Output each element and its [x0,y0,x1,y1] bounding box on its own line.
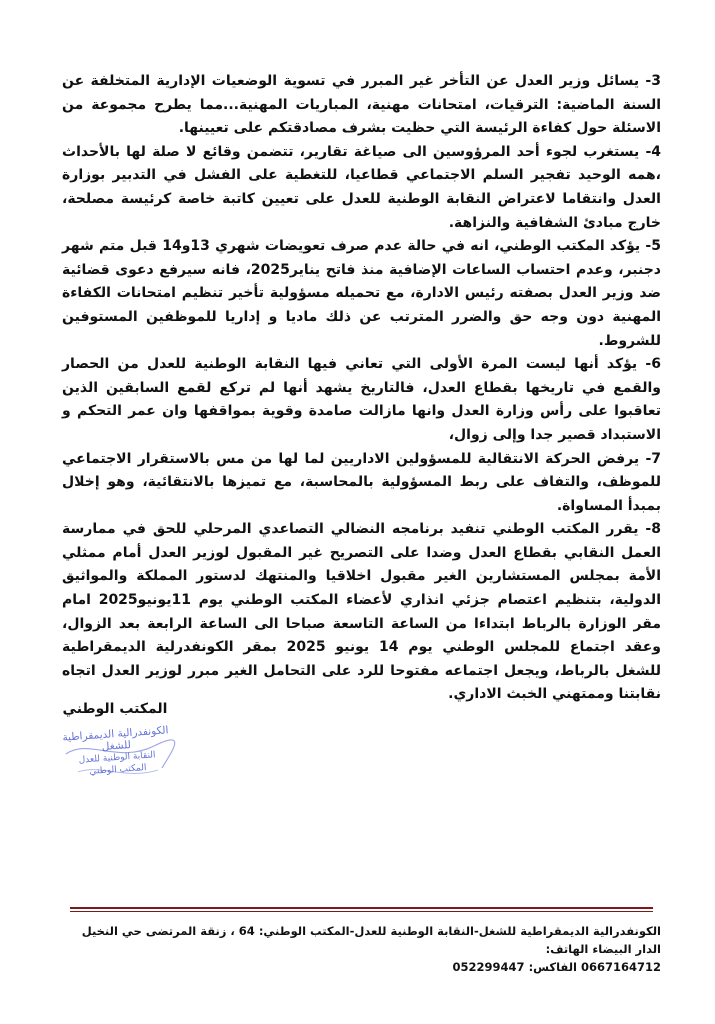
signature-title: المكتب الوطني [62,701,168,717]
footer-address [60,922,661,976]
document-body [62,70,661,707]
paragraph-item-7: 7- يرفض الحركة الانتقالية للمسؤولين الاداريين لما لها من مس بالاستقرار الاجتماعي للموظف، والتفاف على ربط المسؤولية بالمحاسبة، مع تميزها بالانتقائية، وهو إخلال بمبدأ المساواة. [62,450,661,514]
paragraph-item-3: 3- يسائل وزير العدل عن التأخر غير المبرر في تسوية الوضعيات الإدارية المتخلفة عن السنة الماضية: الترقيات، امتحانات مهنية، المباريات المهنية...مما يطرح مجموعة من الاسئلة حول كفاءة الرئيسة التي حظيت بشرف مصادقتكم على تعيينها. [62,73,661,137]
footer-line-1: الكونفدرالية الديمقراطية للشغل-النقابة الوطنية للعدل-المكتب الوطني: 64 ، زنقة المرتضى حي النخيل الدار البيضاء الهاتف: [81,924,661,956]
paragraph-item-4: 4- يستغرب لجوء أحد المرؤوسين الى صياغة تقارير، تتضمن وقائع لا صلة لها بالأحداث ،همه الوحيد تفجير السلم الاجتماعي قطاعيا، للتغطية على الفشل في التدبير بوزارة العدل وانتقاما لاعتراض النقابة الوطنية للعدل على تعيين كاتبة خاصة كرئيسة مصلحة، خارج مبادئ الشفافية والنزاهة. [62,143,661,231]
paragraph-item-8: 8- يقرر المكتب الوطني تنفيد برنامجه النضالي التصاعدي المرحلي للحق في ممارسة العمل النقابي بقطاع العدل وضدا على التصريح غير المقبول لوزير العدل أمام ممثلي الأمة بمجلس المستشارين الغير مقبول اخلاقيا والمنتهك لدستور المملكة والمواثيق الدولية، بتنظيم اعتصام جزئي انذاري لأعضاء المكتب الوطني يوم 11يونيو2025 امام مقر الوزارة بالرباط ابتداءا من الساعة التاسعة صباحا الى الساعة الرابعة بعد الزوال، وعقد اجتماع للمجلس الوطني يوم 14 يونيو 2025 بمقر الكونفدرلية الديمقراطية للشغل بالرباط، ويجعل اجتماعه مفتوحا للرد على التحامل الغير مبرر لوزير العدل اتجاه نقابتنا وممتهني الخبث الاداري. [62,521,661,703]
footer-divider-thin [70,911,653,912]
official-stamp [56,724,178,788]
paragraph-item-5: 5- يؤكد المكتب الوطني، انه في حالة عدم صرف تعويضات شهري 13و14 قبل متم شهر دجنبر، وعدم احتساب الساعات الإضافية منذ فاتح يناير2025، فانه سيرفع دعوى قضائية ضد وزير العدل بصفته رئيس الادارة، مع تحميله مسؤولية تأخير تنظيم امتحانات الكفاءة المهنية دون وجه حق والضرر المترتب عن ذلك ماديا و إداريا للموظفين المستوفين للشروط. [62,238,661,349]
footer-line-2: 0667164712 الفاكس: 052299447 [452,960,661,974]
stamp-line-1: الكونفدرالية الديمقراطية للشغل [62,724,169,754]
stamp-line-2: النقابة الوطنية للعدل [78,750,156,766]
footer-divider [70,907,653,909]
paragraph-item-6: 6- يؤكد أنها ليست المرة الأولى التي تعاني فيها النقابة الوطنية للعدل من الحصار والقمع في تاريخها بقطاع العدل، فالتاريخ يشهد أنها لم تركع لقمع السابقين الذين تعاقبوا على رأس وزارة العدل وانها مازالت صامدة وقوية بمواقفها وان عمر التحكم و الاستبداد قصير جدا وإلى زوال، [62,356,661,443]
stamp-line-3: المكتب الوطني [89,762,147,777]
